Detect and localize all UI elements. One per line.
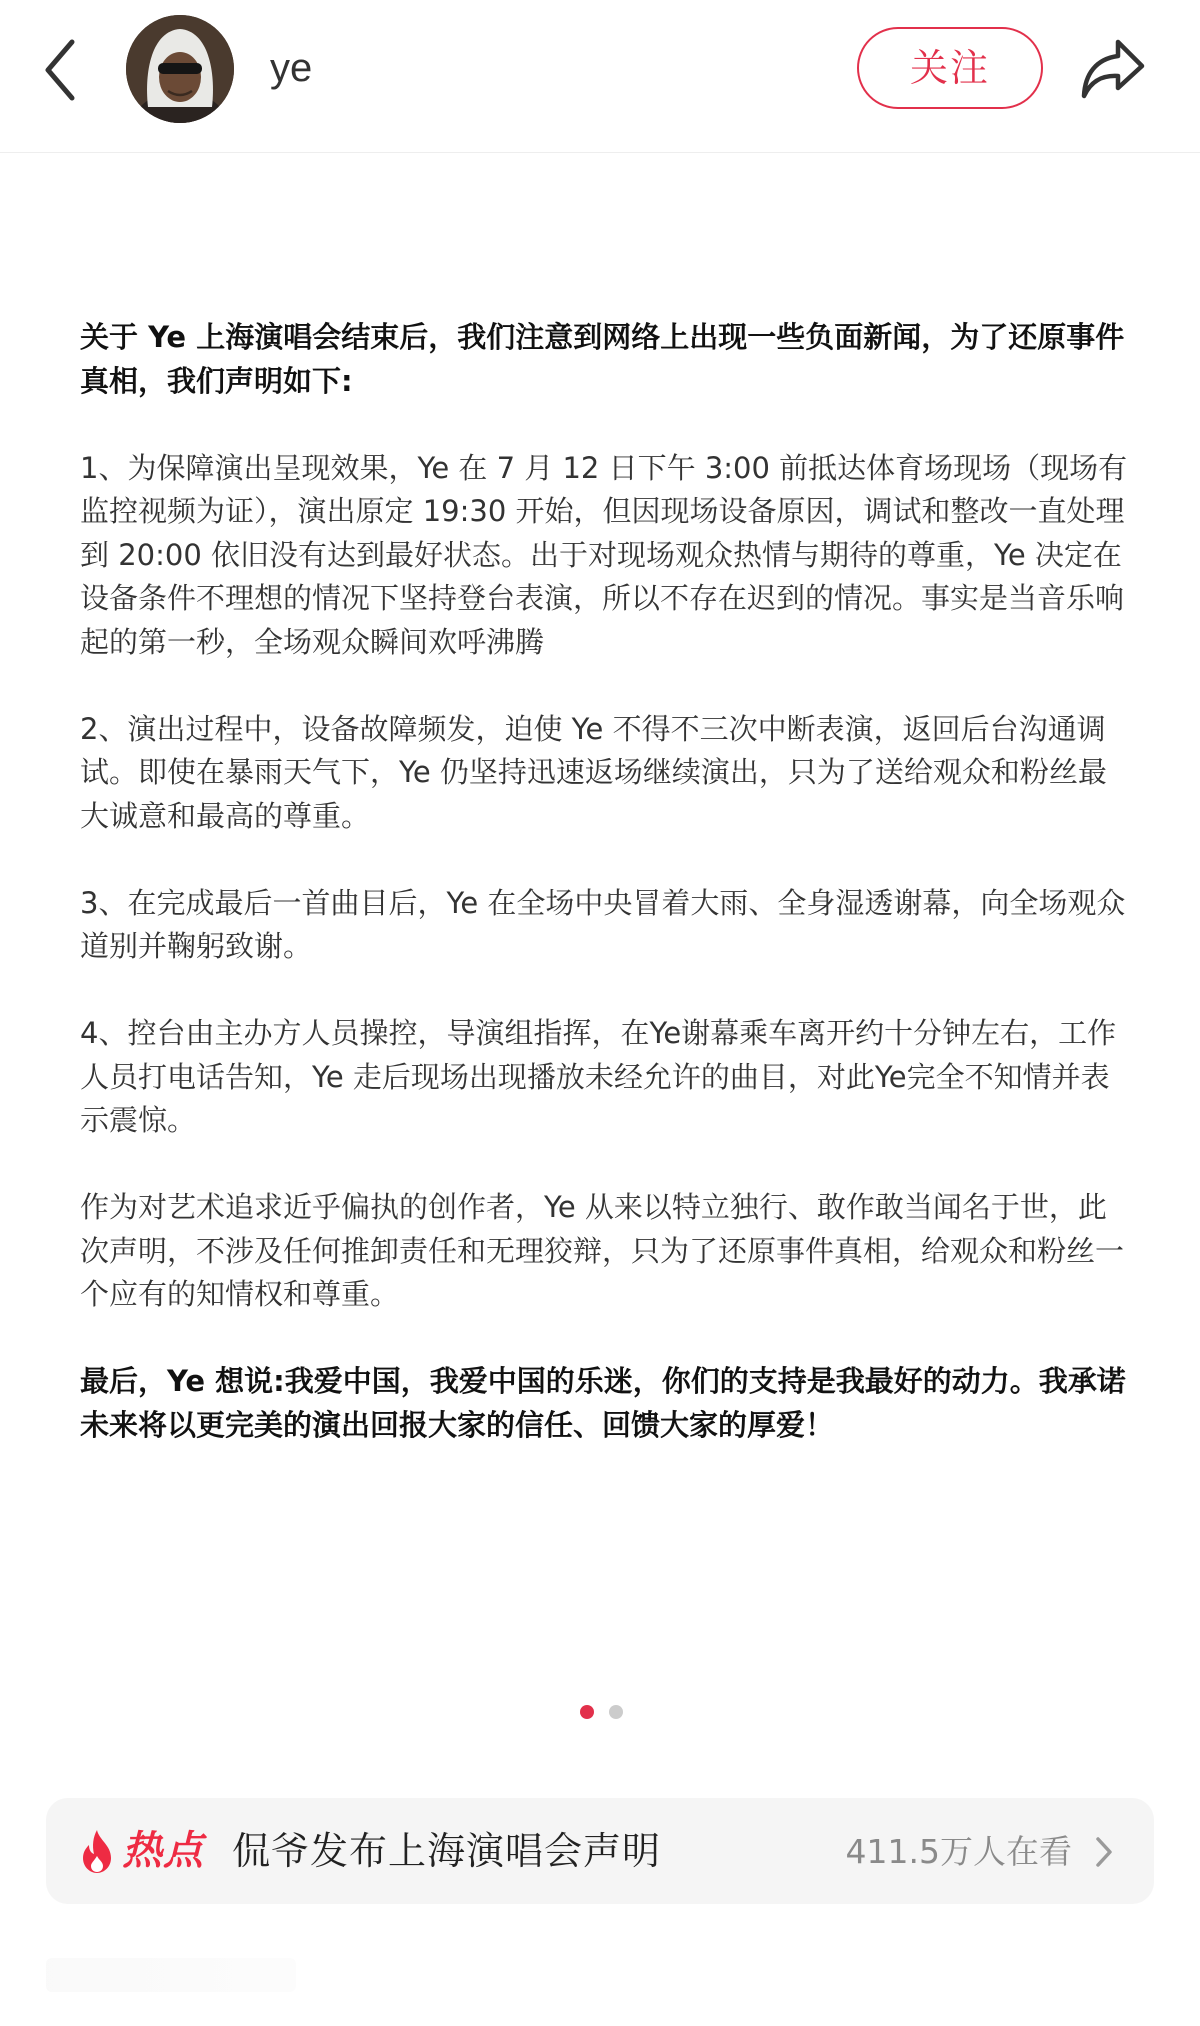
hot-label: 热点 xyxy=(122,1828,204,1874)
viewer-count: 411.5万人在看 xyxy=(845,1832,1072,1871)
share-arrow-icon xyxy=(1076,32,1150,106)
post-paragraph: 最后，Ye 想说:我爱中国，我爱中国的乐迷，你们的支持是我最好的动力。我承诺未来将以更完美的演出回报大家的信任、回馈大家的厚爱！ xyxy=(80,1364,1126,1442)
share-button[interactable] xyxy=(1076,32,1150,106)
hot-topic-bar[interactable] xyxy=(46,1798,1154,1904)
post-paragraph: 2、演出过程中，设备故障频发，迫使 Ye 不得不三次中断表演，返回后台沟通调试。即使在暴雨天气下，Ye 仍坚持迅速返场继续演出，只为了送给观众和粉丝最大诚意和最高的尊重。 xyxy=(80,711,1107,833)
avatar-image xyxy=(126,15,234,123)
pager-dot-active[interactable] xyxy=(580,1705,594,1719)
post-paragraph: 1、为保障演出呈现效果，Ye 在 7 月 12 日下午 3:00 前抵达体育场现场（现场有监控视频为证），演出原定 19:30 开始，但因现场设备原因，调试和整改一直处理到 20:00 依旧没有达到最好状态。出于对现场观众热情与期待的尊重，Ye 决定在设备条件不理想的情况下坚持登台表演，所以不存在迟到的情况。事实是当音乐响起的第一秒，全场观众瞬间欢呼沸腾 xyxy=(80,450,1128,659)
flame-icon xyxy=(78,1828,116,1874)
avatar[interactable] xyxy=(126,15,234,123)
follow-button[interactable]: 关注 xyxy=(857,27,1043,109)
username[interactable]: ye xyxy=(270,46,313,90)
post-paragraph: 关于 Ye 上海演唱会结束后，我们注意到网络上出现一些负面新闻，为了还原事件真相，我们声明如下: xyxy=(80,320,1125,398)
post-paragraph: 3、在完成最后一首曲目后，Ye 在全场中央冒着大雨、全身湿透谢幕，向全场观众道别并鞠躬致谢。 xyxy=(80,885,1126,963)
post-content xyxy=(80,316,1130,1491)
faded-footer-content xyxy=(46,1958,296,1992)
chevron-right-icon xyxy=(1094,1836,1114,1868)
image-pager[interactable] xyxy=(580,1705,633,1719)
chevron-left-icon xyxy=(38,32,88,108)
hot-topic-title[interactable]: 侃爷发布上海演唱会声明 xyxy=(232,1829,662,1873)
post-paragraph: 4、控台由主办方人员操控，导演组指挥，在Ye谢幕乘车离开约十分钟左右，工作人员打电话告知，Ye 走后现场出现播放未经允许的曲目，对此Ye完全不知情并表示震惊。 xyxy=(80,1016,1117,1137)
pager-dot[interactable] xyxy=(609,1705,623,1719)
back-button[interactable] xyxy=(38,32,88,108)
top-bar xyxy=(0,0,1200,153)
post-paragraph: 作为对艺术追求近乎偏执的创作者，Ye 从来以特立独行、敢作敢当闻名于世，此次声明，不涉及任何推卸责任和无理狡辩，只为了还原事件真相，给观众和粉丝一个应有的知情权和尊重。 xyxy=(80,1190,1125,1311)
